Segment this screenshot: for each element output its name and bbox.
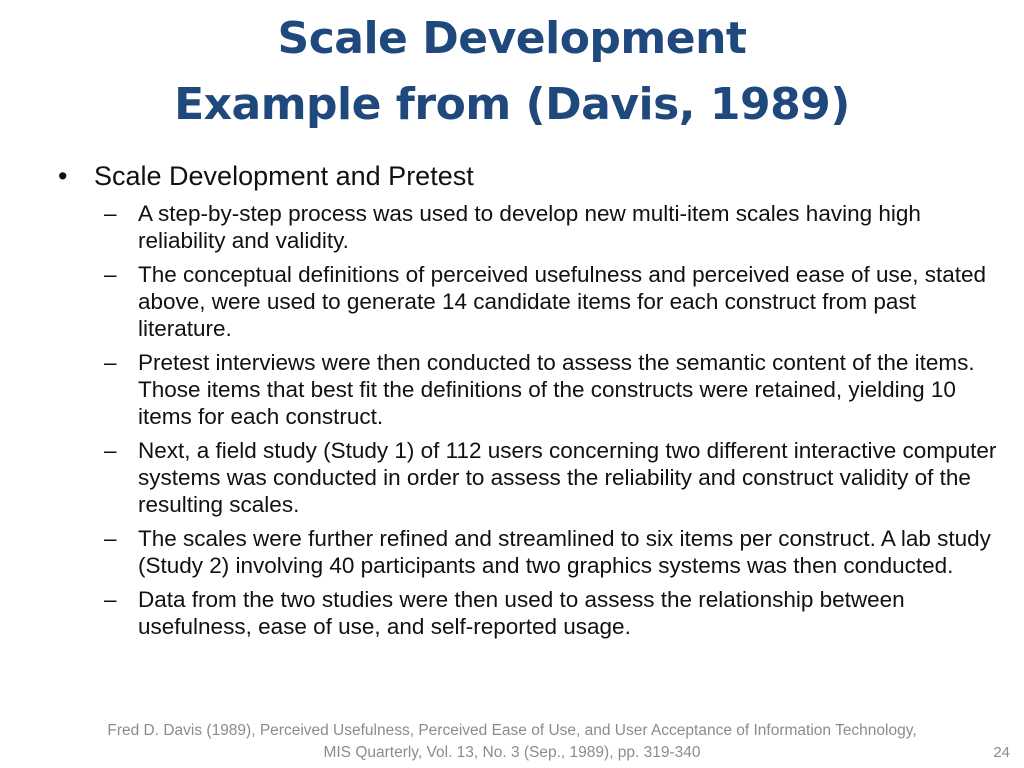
citation-line-1: Fred D. Davis (1989), Perceived Usefulness, Perceived Ease of Use, and User Acceptance of Information Technology, — [107, 722, 917, 739]
main-bullet — [58, 158, 998, 194]
sub-bullet-4 — [58, 437, 998, 518]
bullet-icon: • — [58, 161, 68, 191]
dash-icon: – — [104, 438, 117, 463]
dash-icon: – — [104, 587, 117, 612]
title-line-2: Example from (Davis, 1989) — [174, 79, 850, 130]
citation-line-2: MIS Quarterly, Vol. 13, No. 3 (Sep., 1989), pp. 319-340 — [323, 744, 701, 761]
sub-bullet-6 — [58, 586, 998, 640]
slide-title — [0, 6, 1024, 138]
title-line-1: Scale Development — [277, 13, 747, 64]
slide-content — [58, 158, 998, 647]
dash-icon: – — [104, 201, 117, 226]
page-number: 24 — [993, 744, 1010, 761]
main-bullet-text: Scale Development and Pretest — [94, 161, 474, 191]
sub-bullet-2 — [58, 261, 998, 342]
sub-bullet-text: Pretest interviews were then conducted to assess the semantic content of the items. Those items that best fit the definitions of the constructs were retained, yielding 10 items for each construct. — [138, 350, 975, 429]
sub-bullet-list — [58, 200, 998, 640]
dash-icon: – — [104, 262, 117, 287]
footer-citation — [40, 720, 984, 764]
sub-bullet-text: Next, a field study (Study 1) of 112 users concerning two different interactive computer systems was conducted in order to assess the reliability and construct validity of the resulting scales. — [138, 438, 997, 517]
dash-icon: – — [104, 350, 117, 375]
sub-bullet-text: The scales were further refined and streamlined to six items per construct. A lab study (Study 2) involving 40 participants and two graphics systems was then conducted. — [138, 526, 991, 578]
sub-bullet-text: The conceptual definitions of perceived usefulness and perceived ease of use, stated above, were used to generate 14 candidate items for each construct from past literature. — [138, 262, 987, 341]
sub-bullet-1 — [58, 200, 998, 254]
sub-bullet-text: Data from the two studies were then used to assess the relationship between usefulness, ease of use, and self-reported usage. — [138, 587, 905, 639]
sub-bullet-text: A step-by-step process was used to develop new multi-item scales having high reliability and validity. — [138, 201, 921, 253]
dash-icon: – — [104, 526, 117, 551]
sub-bullet-3 — [58, 349, 998, 430]
sub-bullet-5 — [58, 525, 998, 579]
